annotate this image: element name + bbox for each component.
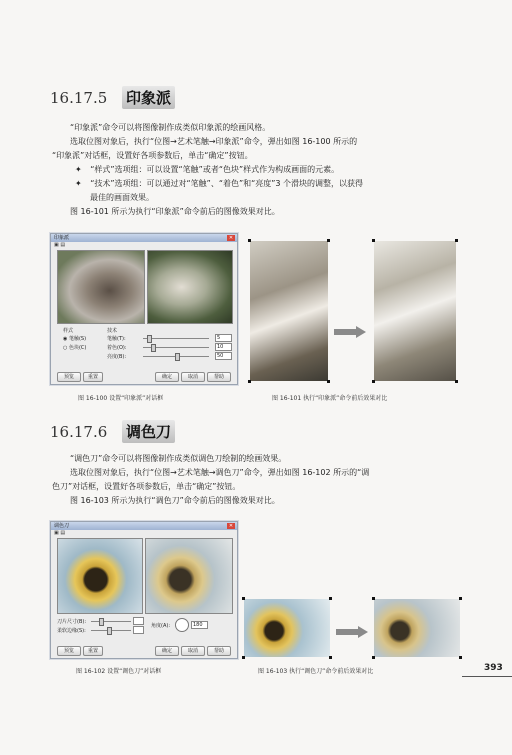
cancel-button[interactable]: 取消 bbox=[181, 646, 205, 656]
figure-caption: 图 16-103 执行“调色刀”命令前后效果对比 bbox=[258, 668, 374, 675]
selection-handle[interactable] bbox=[242, 656, 245, 659]
paragraph: 选取位图对象后，执行“位图→艺术笔触→调色刀”命令，弹出如图 16-102 所示的“调 bbox=[70, 468, 370, 477]
paragraph: “印象派”对话框，设置好各项参数后，单击“确定”按钮。 bbox=[52, 151, 253, 160]
paragraph: 图 16-103 所示为执行“调色刀”命令前后的图像效果对比。 bbox=[70, 496, 280, 505]
color-slider-thumb[interactable] bbox=[151, 344, 156, 352]
selection-handle[interactable] bbox=[329, 656, 332, 659]
selection-handle[interactable] bbox=[248, 380, 251, 383]
selection-handle[interactable] bbox=[455, 380, 458, 383]
stroke-slider-thumb[interactable] bbox=[147, 335, 152, 343]
section-number: 16.17.5 bbox=[50, 89, 108, 107]
paragraph: “印象派”命令可以将图像制作成类似印象派的绘画风格。 bbox=[70, 123, 271, 132]
original-preview bbox=[57, 250, 145, 324]
tech-group-label: 技术 bbox=[107, 328, 118, 334]
paragraph: “调色刀”命令可以将图像制作成类似调色刀绘制的绘画效果。 bbox=[70, 454, 287, 463]
arrow-icon-bar bbox=[334, 329, 356, 335]
selection-handle[interactable] bbox=[459, 656, 462, 659]
dialog-title: 印象派 bbox=[51, 234, 237, 242]
blade-size-value[interactable] bbox=[133, 617, 144, 625]
soft-edge-label: 柔软边缘(S): bbox=[57, 628, 86, 634]
close-icon[interactable]: ✕ bbox=[228, 523, 234, 529]
blade-size-label: 刀片尺寸(B): bbox=[57, 619, 87, 625]
selection-handle[interactable] bbox=[459, 597, 462, 600]
section-title: 印象派 bbox=[122, 86, 175, 109]
section-heading-16-17-6 bbox=[50, 420, 175, 443]
blade-size-slider[interactable] bbox=[91, 621, 131, 622]
bullet-text: “样式”选项组：可以设置“笔触”或者“色块”样式作为构成画面的元素。 bbox=[90, 165, 340, 174]
angle-dial-icon[interactable] bbox=[175, 618, 189, 632]
help-button[interactable]: 帮助 bbox=[207, 372, 231, 382]
reset-button[interactable]: 重置 bbox=[83, 646, 103, 656]
section-title: 调色刀 bbox=[122, 420, 175, 443]
page-number-rule bbox=[462, 676, 512, 677]
selection-handle[interactable] bbox=[372, 239, 375, 242]
soft-edge-slider-thumb[interactable] bbox=[107, 627, 112, 635]
help-button[interactable]: 帮助 bbox=[207, 646, 231, 656]
section-number: 16.17.6 bbox=[50, 423, 108, 441]
paragraph: 选取位图对象后，执行“位图→艺术笔触→印象派”命令，弹出如图 16-100 所示的 bbox=[70, 137, 358, 146]
selection-handle[interactable] bbox=[327, 380, 330, 383]
preview-button[interactable]: 预览 bbox=[57, 372, 81, 382]
selection-handle[interactable] bbox=[372, 380, 375, 383]
stroke-label: 笔触(T): bbox=[107, 336, 126, 342]
stroke-value[interactable]: 5 bbox=[215, 334, 232, 342]
selection-handle[interactable] bbox=[372, 597, 375, 600]
result-preview bbox=[145, 538, 233, 614]
ok-button[interactable]: 确定 bbox=[155, 646, 179, 656]
paragraph: 图 16-101 所示为执行“印象派”命令前后的图像效果对比。 bbox=[70, 207, 280, 216]
arrow-icon-bar bbox=[336, 629, 358, 635]
before-photo bbox=[244, 599, 330, 657]
paragraph: 色刀”对话框，设置好各项参数后，单击“确定”按钮。 bbox=[52, 482, 241, 491]
before-photo bbox=[250, 241, 328, 381]
brightness-value[interactable]: 50 bbox=[215, 352, 232, 360]
bullet-star-icon: ✦ bbox=[75, 179, 82, 188]
preview-button[interactable]: 预览 bbox=[57, 646, 81, 656]
impressionist-dialog bbox=[50, 233, 238, 385]
style-block-radio[interactable]: ○ 色块(C) bbox=[63, 345, 87, 351]
reset-button[interactable]: 重置 bbox=[83, 372, 103, 382]
palette-knife-dialog bbox=[50, 521, 238, 659]
figure-caption: 图 16-101 执行“印象派”命令前后效果对比 bbox=[272, 395, 388, 402]
color-label: 着色(O): bbox=[107, 345, 127, 351]
bullet-text: “技术”选项组：可以通过对“笔触”、“着色”和“亮度”3 个滑块的调整，以获得 bbox=[90, 179, 364, 188]
color-value[interactable]: 10 bbox=[215, 343, 232, 351]
selection-handle[interactable] bbox=[372, 656, 375, 659]
figure-caption: 图 16-102 设置“调色刀”对话框 bbox=[76, 668, 162, 675]
blade-size-slider-thumb[interactable] bbox=[99, 618, 104, 626]
result-preview bbox=[147, 250, 233, 324]
selection-handle[interactable] bbox=[329, 597, 332, 600]
original-preview bbox=[57, 538, 143, 614]
soft-edge-value[interactable] bbox=[133, 626, 144, 634]
ok-button[interactable]: 确定 bbox=[155, 372, 179, 382]
page-number: 393 bbox=[484, 663, 503, 673]
preview-mode-toolbar[interactable]: ▣ ▤ bbox=[54, 242, 66, 248]
section-heading-16-17-5 bbox=[50, 86, 175, 109]
dialog-title: 调色刀 bbox=[51, 522, 237, 530]
selection-handle[interactable] bbox=[327, 239, 330, 242]
selection-handle[interactable] bbox=[248, 239, 251, 242]
bullet-item bbox=[75, 177, 363, 191]
brightness-label: 亮度(B): bbox=[107, 354, 127, 360]
selection-handle[interactable] bbox=[455, 239, 458, 242]
brightness-slider-thumb[interactable] bbox=[175, 353, 180, 361]
right-arrow-icon bbox=[356, 326, 366, 338]
figure-caption: 图 16-100 设置“印象派”对话框 bbox=[78, 395, 164, 402]
bullet-star-icon: ✦ bbox=[75, 165, 82, 174]
cancel-button[interactable]: 取消 bbox=[181, 372, 205, 382]
style-brush-radio[interactable]: ◉ 笔触(S) bbox=[63, 336, 87, 342]
style-group-label: 样式 bbox=[63, 328, 74, 334]
bullet-item bbox=[75, 163, 339, 177]
bullet-text: 最佳的画面效果。 bbox=[90, 193, 154, 202]
right-arrow-icon bbox=[358, 626, 368, 638]
after-photo bbox=[374, 241, 456, 381]
angle-label: 角度(A): bbox=[151, 623, 171, 629]
preview-mode-toolbar[interactable]: ▣ ▤ bbox=[54, 530, 66, 536]
close-icon[interactable]: ✕ bbox=[228, 235, 234, 241]
stroke-slider[interactable] bbox=[143, 338, 209, 339]
selection-handle[interactable] bbox=[242, 597, 245, 600]
angle-value[interactable]: 180 bbox=[191, 621, 208, 629]
after-photo bbox=[374, 599, 460, 657]
